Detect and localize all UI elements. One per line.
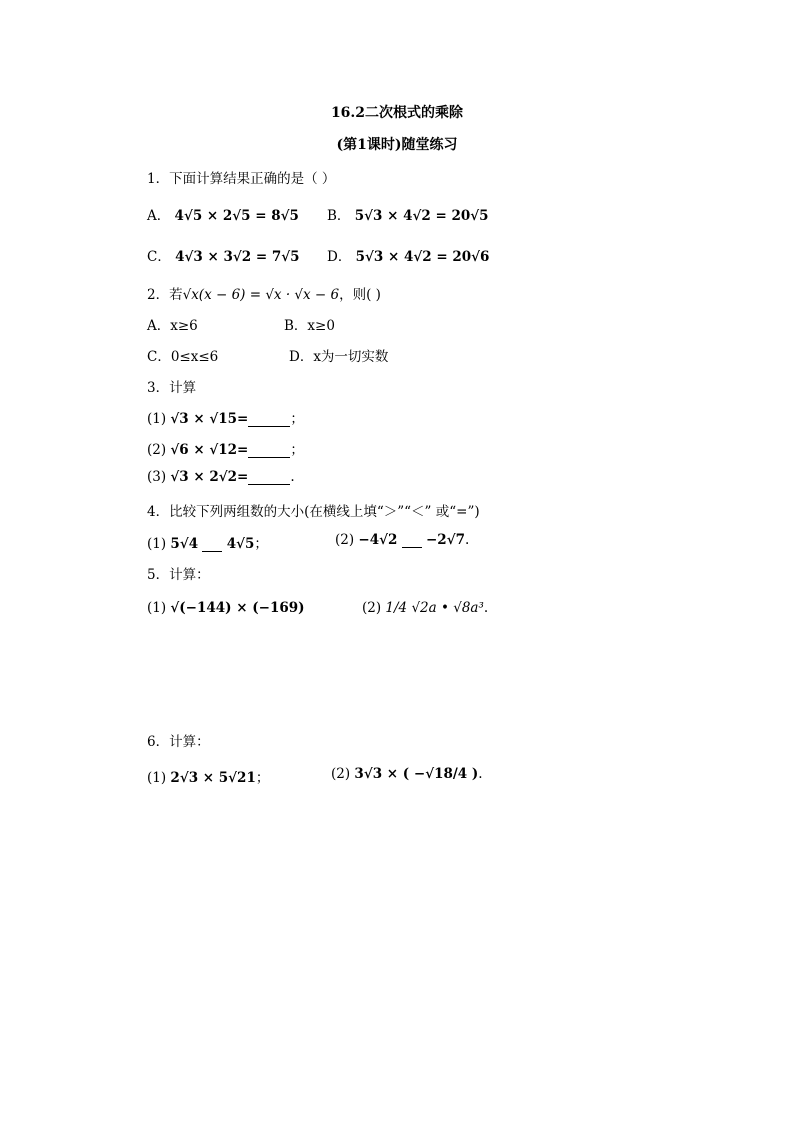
q1-c-label: C． bbox=[147, 249, 171, 265]
q5-item-2 bbox=[362, 600, 488, 616]
q3-item-1-end: ； bbox=[290, 411, 304, 427]
q4-item-2-right: −2√7 bbox=[426, 532, 465, 548]
q3-item-1-label: (1) bbox=[147, 411, 167, 427]
q1-b-label: B． bbox=[327, 208, 351, 224]
q4-item-1 bbox=[147, 532, 268, 552]
page-title: 16.2二次根式的乘除 bbox=[330, 105, 464, 121]
q3-item-1 bbox=[147, 407, 304, 427]
q2-stem bbox=[147, 283, 381, 303]
q3-item-2-end: ； bbox=[290, 442, 304, 458]
q2-option-a: A．x≥6 bbox=[147, 318, 198, 334]
q4-stem: 4．比较下列两组数的大小(在横线上填“＞”“＜” 或“=”) bbox=[147, 504, 480, 520]
q4-item-2-end: . bbox=[464, 532, 470, 548]
q2-option-b: B．x≥0 bbox=[284, 318, 335, 334]
q3-item-3-label: (3) bbox=[147, 469, 167, 485]
q5-item-2-expr: 1/4 √2a • √8a³ bbox=[385, 600, 484, 616]
q4-item-1-right: 4√5 bbox=[226, 536, 255, 552]
q5-item-1-expr: √(−144) × (−169) bbox=[170, 600, 305, 616]
q4-item-2-label: (2) bbox=[335, 532, 355, 548]
q3-item-3-expr: √3 × 2√2= bbox=[170, 469, 249, 485]
q6-item-2-expr: 3√3 × ( −√18/4 ) bbox=[354, 766, 479, 782]
q1-a-expr: 4√5 × 2√5 = 8√5 bbox=[174, 208, 299, 224]
q3-item-3-end: . bbox=[290, 469, 295, 485]
q1-option-d bbox=[327, 245, 489, 265]
q2-option-d: D．x为一切实数 bbox=[289, 349, 389, 365]
q1-stem: 1．下面计算结果正确的是（ ） bbox=[147, 171, 336, 187]
q1-option-b bbox=[327, 204, 489, 224]
q4-item-1-label: (1) bbox=[147, 536, 167, 552]
q1-a-label: A． bbox=[147, 208, 171, 224]
q6-item-1 bbox=[147, 766, 269, 786]
q1-d-label: D． bbox=[327, 249, 352, 265]
q1-option-c bbox=[147, 245, 300, 265]
q2-option-c: C．0≤x≤6 bbox=[147, 349, 219, 365]
q6-item-2-label: (2) bbox=[331, 766, 351, 782]
q5-item-1 bbox=[147, 600, 305, 616]
q6-item-2-end: . bbox=[478, 766, 483, 782]
q4-item-2 bbox=[335, 532, 469, 548]
q4-item-2-left: −4√2 bbox=[358, 532, 398, 548]
q6-item-1-end: ； bbox=[255, 770, 270, 786]
q3-stem: 3．计算 bbox=[147, 380, 197, 396]
q3-item-2-label: (2) bbox=[147, 442, 167, 458]
page-subtitle: (第1课时)随堂练习 bbox=[336, 137, 458, 153]
q6-item-2 bbox=[331, 766, 483, 782]
q6-item-1-label: (1) bbox=[147, 770, 167, 786]
q5-stem: 5．计算： bbox=[147, 567, 210, 583]
q6-stem: 6．计算： bbox=[147, 734, 210, 750]
q1-option-a bbox=[147, 204, 299, 224]
q3-item-1-expr: √3 × √15= bbox=[170, 411, 249, 427]
q5-item-1-label: (1) bbox=[147, 600, 167, 616]
q3-item-1-blank[interactable] bbox=[248, 426, 290, 427]
q4-item-2-blank[interactable] bbox=[402, 547, 422, 548]
q5-item-2-label: (2) bbox=[362, 600, 382, 616]
q5-item-2-end: . bbox=[483, 600, 489, 616]
q3-item-2-expr: √6 × √12= bbox=[170, 442, 249, 458]
q1-c-expr: 4√3 × 3√2 = 7√5 bbox=[175, 249, 300, 265]
q2-expr: √x(x − 6) = √x · √x − 6 bbox=[182, 287, 340, 303]
q3-item-2 bbox=[147, 438, 304, 458]
q4-item-1-end: ； bbox=[254, 536, 268, 552]
q4-item-1-blank[interactable] bbox=[202, 551, 222, 552]
q2-stem-post: ，则( ) bbox=[339, 287, 381, 303]
q3-item-3 bbox=[147, 469, 295, 485]
q4-item-1-left: 5√4 bbox=[170, 536, 199, 552]
q1-d-expr: 5√3 × 4√2 = 20√6 bbox=[355, 249, 490, 265]
q2-stem-pre: 2．若 bbox=[147, 287, 183, 303]
q3-item-3-blank[interactable] bbox=[248, 484, 290, 485]
q3-item-2-blank[interactable] bbox=[248, 457, 290, 458]
q6-item-1-expr: 2√3 × 5√21 bbox=[170, 770, 256, 786]
q1-b-expr: 5√3 × 4√2 = 20√5 bbox=[354, 208, 489, 224]
